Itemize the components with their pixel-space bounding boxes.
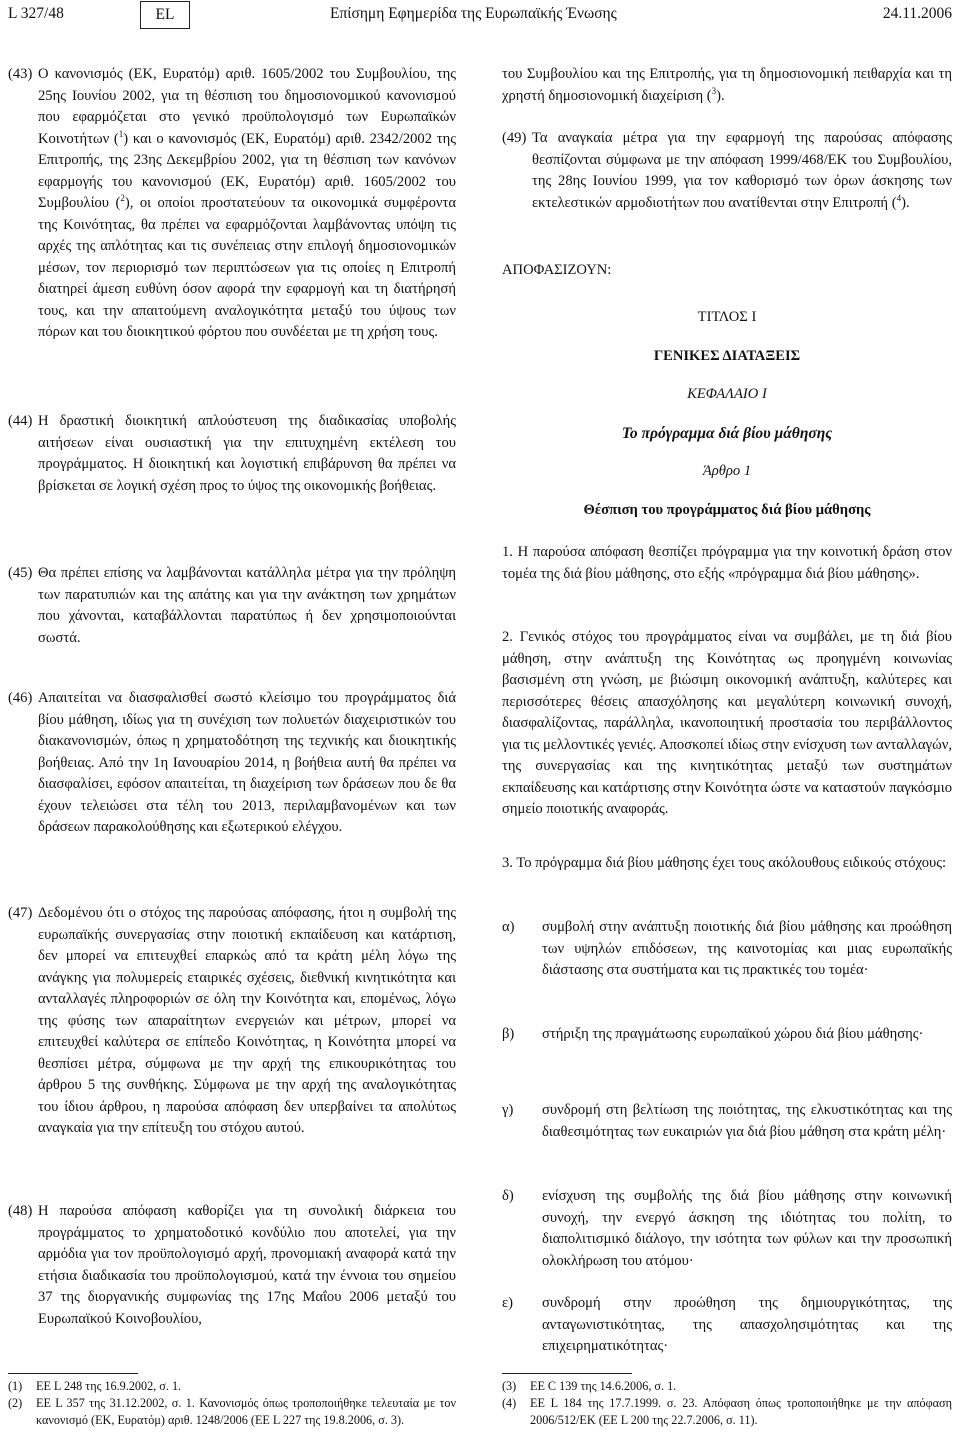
footnote-text: ΕΕ L 357 της 31.12.2002, σ. 1. Κανονισμός όπως τροποποιήθηκε τελευταία με τον κανονισμό (ΕΚ, Ευρατόμ) αριθ. 1248/2006 (ΕΕ L 227 της 19.8.2006, σ. 3). <box>36 1396 456 1427</box>
footnote-4 <box>502 1395 952 1428</box>
objective-label: ε) <box>502 1295 513 1311</box>
recital-text: Τα αναγκαία μέτρα για την εφαρμογή της παρούσας απόφασης θεσπίζονται σύμφωνα με την απόφαση 1999/468/ΕΚ του Συμβουλίου, της 28ης Ιουνίου 1999, για τον καθορισμό των όρων άσκησης των εκτελεστικών αρμοδιοτήτων που ανατίθενται στην Επιτροπή ($^4$). <box>532 130 952 211</box>
recital-number: (45) <box>8 565 33 581</box>
footnote-text: ΕΕ L 184 της 17.7.1999. σ. 23. Απόφαση όπως τροποποιήθηκε με την απόφαση 2006/512/ΕΚ (ΕΕ L 200 της 22.7.2006, σ. 11). <box>530 1396 952 1427</box>
footnote-2 <box>8 1395 456 1428</box>
publication-date: 24.11.2006 <box>882 5 952 22</box>
objective-d <box>502 1186 952 1272</box>
objective-text: συνδρομή στη βελτίωση της ποιότητας, της ελκυστικότητας και της διαθεσιμότητας των ευκαιριών για διά βίου μάθηση στα κράτη μέλη· <box>542 1102 952 1140</box>
recital-number: (48) <box>8 1203 33 1219</box>
page-header <box>0 0 960 36</box>
objective-a <box>502 917 952 982</box>
objective-label: δ) <box>502 1188 514 1204</box>
footnote-divider <box>502 1373 632 1374</box>
footnote-mark: (1) <box>8 1379 23 1393</box>
language-code: EL <box>140 1 190 29</box>
objective-text: ενίσχυση της συμβολής της διά βίου μάθησης στην κοινωνική συνοχή, την ενεργό άσκηση της ιδιότητας του πολίτη, το διαπολιτισμικό διάλογο, την ισότητα των φύλων και την προσωπική ολοκλήρωση του ατόμου· <box>542 1188 952 1269</box>
general-provisions-heading: ΓΕΝΙΚΕΣ ΔΙΑΤΑΞΕΙΣ <box>653 348 801 364</box>
recital-44 <box>8 411 456 497</box>
recital-text: του Συμβουλίου και της Επιτροπής, για τη δημοσιονομική πειθαρχία και τη χρηστή δημοσιονομική διαχείριση ($^3$). <box>502 66 952 104</box>
recital-49 <box>502 128 952 214</box>
recital-number: (46) <box>8 690 33 706</box>
recital-number: (44) <box>8 413 33 429</box>
recital-43 <box>8 64 456 344</box>
chapter-heading: ΚΕΦΑΛΑΙΟ I <box>687 386 767 402</box>
objective-e <box>502 1293 952 1358</box>
recital-48-continued <box>502 64 952 107</box>
recital-number: (47) <box>8 905 33 921</box>
article-paragraph-2: 2. Γενικός στόχος του προγράμματος είναι να συμβάλει, με τη διά βίου μάθηση, στην ανάπτυξη της Κοινότητας ως προηγμένη κοινωνίας βασισμένη στη γνώση, με βιώσιμη οικονομική ανάπτυξη, καλύτερες και περισσότερες θέσεις απασχόλησης και μεγαλύτερη κοινωνική συνοχή, διασφαλίζοντας, παράλληλα, ικανοποιητική προστασία του περιβάλλοντος για τις μελλοντικές γενιές. Αποσκοπεί ιδίως στην ενίσχυση των ανταλλαγών, της συνεργασίας και της κινητικότητας μεταξύ των συστημάτων εκπαίδευσης και κατάρτισης στην Κοινότητα ώστε να καταστούν παγκόσμιο σημείο ποιοτικής αναφοράς. <box>502 629 952 817</box>
objective-label: γ) <box>502 1102 514 1118</box>
objective-text: στήριξη της πραγμάτωσης ευρωπαϊκού χώρου διά βίου μάθησης· <box>542 1026 924 1042</box>
footnote-text: ΕΕ C 139 της 14.6.2006, σ. 1. <box>530 1379 677 1393</box>
objective-label: α) <box>502 919 515 935</box>
footnote-mark: (4) <box>502 1396 517 1410</box>
journal-title: Επίσημη Εφημερίδα της Ευρωπαϊκής Ένωσης <box>330 5 617 22</box>
recital-text: Δεδομένου ότι ο στόχος της παρούσας απόφασης, ήτοι η συμβολή της ευρωπαϊκής συνεργασίας στην ποιοτική εκπαίδευση και κατάρτιση, δεν μπορεί να επιτευχθεί επαρκώς από τα κράτη μέλη λόγω της ανάγκης για πολυμερείς εταιρικές σχέσεις, διεθνική κινητικότητα και ανταλλαγές πληροφοριών σε όλη την Κοινότητα και, επομένως, λόγω της φύσης των απαραίτητων ενεργειών και μέτρων, μπορεί να επιτευχθεί καλύτερα σε επίπεδο Κοινότητας, η Κοινότητα μπορεί να θεσπίσει μέτρα, σύμφωνα με την αρχή της επικουρικότητας του άρθρου 5 της συνθήκης. Σύμφωνα με την αρχή της αναλογικότητας του ίδιου άρθρου, η παρούσα απόφαση δεν υπερβαίνει τα απολύτως αναγκαία για την επίτευξη του στόχου αυτού. <box>38 905 456 1136</box>
recital-text: Ο κανονισμός (ΕΚ, Ευρατόμ) αριθ. 1605/2002 του Συμβουλίου, της 25ης Ιουνίου 2002, για τη θέσπιση του δημοσιονομικού κανονισμού που εφαρμόζεται στο γενικό προϋπολογισμό των Ευρωπαϊκών Κοινοτήτων ($^1$) και ο κανονισμός (ΕΚ, Ευρατόμ) αριθ. 2342/2002 της Επιτροπής, της 23ης Δεκεμβρίου 2002, για τη θέσπιση των κανόνων εφαρμογής του κανονισμού (ΕΚ, Ευρατόμ) αριθ. 1605/2002 του Συμβουλίου ($^2$), οι οποίοι προστατεύουν τα οικονομικά συμφέροντα της Κοινότητας, θα πρέπει να εφαρμόζονται λαμβάνοντας υπόψη τις αρχές της απλότητας και τις συνέπειας στην επιλογή δημοσιονομικών μέσων, τον περιορισμό των περιπτώσεων για τις οποίες η Επιτροπή διατηρεί άμεση ευθύνη όσον αφορά την εφαρμογή και τη διατήρησή τους, και την απαιτούμενη αναλογικότητα μεταξύ του ύψους των πόρων και του διοικητικού φόρτου που συνδέεται με τη χρήση τους. <box>38 66 457 340</box>
footnote-text: ΕΕ L 248 της 16.9.2002, σ. 1. <box>36 1379 182 1393</box>
recital-47 <box>8 903 456 1140</box>
recital-46 <box>8 688 456 839</box>
footnote-3 <box>502 1378 952 1395</box>
objective-text: συμβολή στην ανάπτυξη ποιοτικής διά βίου μάθησης και προώθηση των υψηλών επιδόσεων, της καινοτομίας και μιας ευρωπαϊκής διάστασης στα συστήματα και τις πρακτικές του τομέα· <box>542 919 952 978</box>
recital-text: Η παρούσα απόφαση καθορίζει για τη συνολική διάρκεια του προγράμματος το χρηματοδοτικό κονδύλιο που αποτελεί, για την αρμόδια για τον προϋπολογισμό αρχή, προνομιακή αναφορά κατά την ετήσια διαδικασία του προϋπολογισμού, κατά την έννοια του σημείου 37 της διοργανικής συμφωνίας της 17ης Μαΐου 2006 μεταξύ του Ευρωπαϊκού Κοινοβουλίου, <box>38 1203 456 1327</box>
programme-heading: Το πρόγραμμα διά βίου μάθησης <box>621 425 833 442</box>
article-paragraph-3: 3. Το πρόγραμμα διά βίου μάθησης έχει τους ακόλουθους ειδικούς στόχους: <box>502 855 947 871</box>
decision-formula: ΑΠΟΦΑΣΙΖΟΥΝ: <box>502 262 612 278</box>
journal-reference: L 327/48 <box>8 5 64 22</box>
recital-text: Απαιτείται να διασφαλισθεί σωστό κλείσιμο του προγράμματος διά βίου μάθηση, ιδίως για τη συνέχιση των πολυετών διαχειριστικών του διακανονισμών, όπως η χρηματοδότηση της τεχνικής και διοικητικής βοήθειας. Από την 1η Ιανουαρίου 2014, η βοήθεια αυτή θα πρέπει να διασφαλίσει, εφόσον απαιτείται, τη διαχείριση των δράσεων που δε θα έχουν τελειώσει στα τέλη του 2013, περιλαμβανομένων και των δράσεων παρακολούθησης και εξωτερικού ελέγχου. <box>38 690 456 835</box>
recital-45 <box>8 563 456 649</box>
article-heading: Άρθρο 1 <box>702 463 752 479</box>
recital-text: Θα πρέπει επίσης να λαμβάνονται κατάλληλα μέτρα για την πρόληψη των παρατυπιών και της απάτης και για την ανάκτηση των χρημάτων που χάνονται, καταβάλλονται παρατύπως ή δεν χρησιμοποιούνται σωστά. <box>38 565 456 646</box>
recital-48 <box>8 1201 456 1330</box>
article-paragraph-1: 1. Η παρούσα απόφαση θεσπίζει πρόγραμμα για την κοινοτική δράση στον τομέα της διά βίου μάθησης, στο εξής «πρόγραμμα διά βίου μάθησης». <box>502 544 952 582</box>
footnote-divider <box>8 1373 138 1374</box>
objective-b <box>502 1024 952 1046</box>
footnote-mark: (3) <box>502 1379 517 1393</box>
footnote-mark: (2) <box>8 1396 23 1410</box>
objective-text: συνδρομή στην προώθηση της δημιουργικότητας, της ανταγωνιστικότητας, της απασχολησιμότητας και της επιχειρηματικότητας· <box>542 1295 952 1354</box>
objective-c <box>502 1100 952 1143</box>
recital-number: (43) <box>8 66 33 82</box>
article-title: Θέσπιση του προγράμματος διά βίου μάθησης <box>583 502 871 518</box>
recital-number: (49) <box>502 130 527 146</box>
footnote-1 <box>8 1378 456 1395</box>
objective-label: β) <box>502 1026 515 1042</box>
title-heading: ΤΙΤΛΟΣ I <box>697 309 757 325</box>
recital-text: Η δραστική διοικητική απλούστευση της διαδικασίας υποβολής αιτήσεων είναι ουσιαστική για την επιτυχημένη εκτέλεση του προγράμματος. Η διοικητική και λογιστική επιβάρυνση θα πρέπει να βρίσκεται σε λογική σχέση προς το ύψος της οικονομικής βοήθειας. <box>38 413 456 494</box>
